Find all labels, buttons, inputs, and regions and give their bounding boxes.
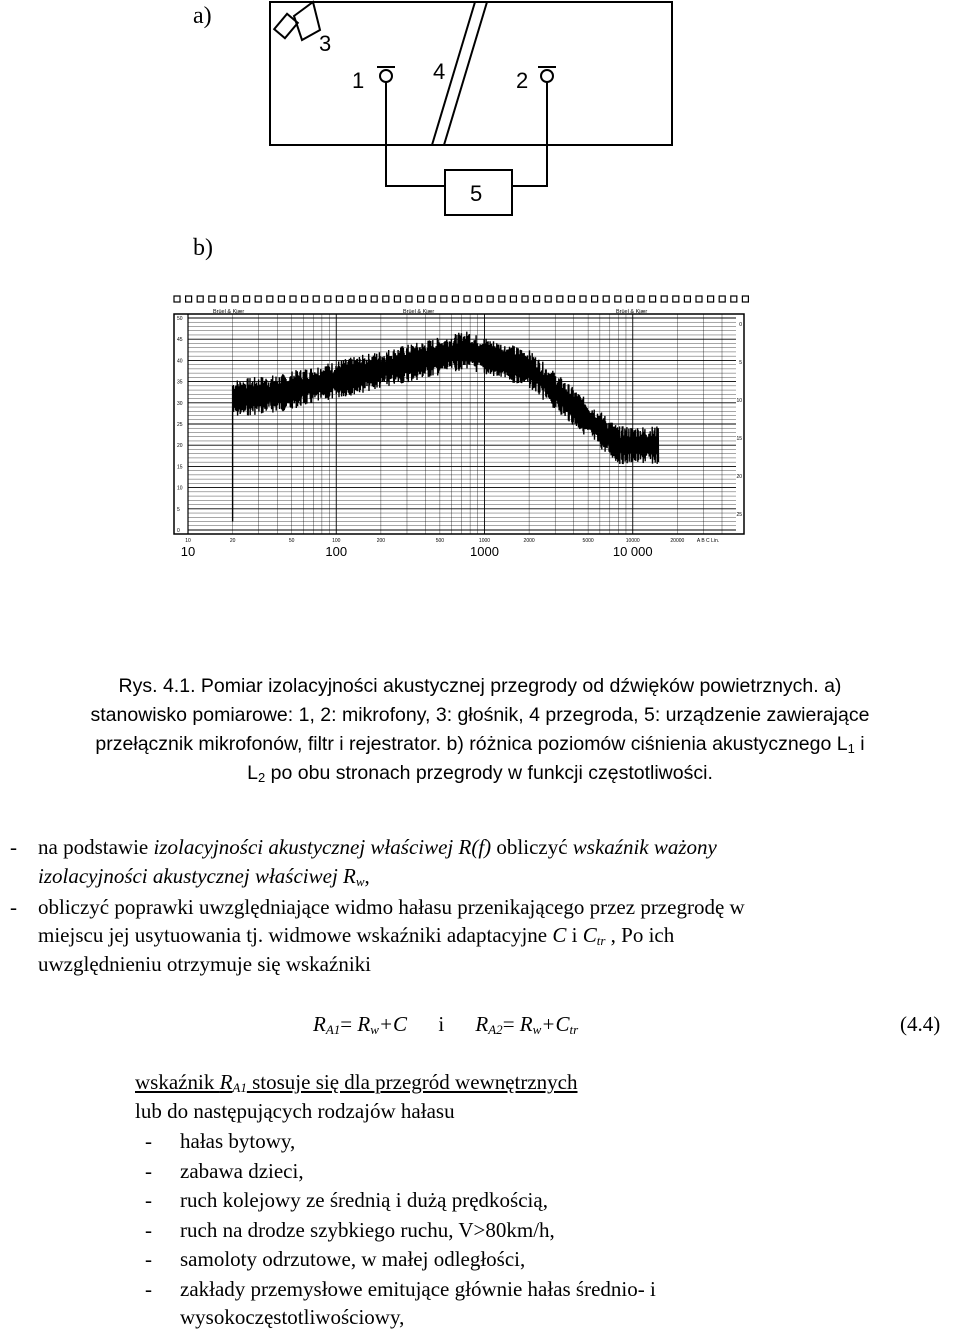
figure-label-b: b) [193,235,213,261]
x-big-tick-label: 10 000 [612,544,653,559]
x-small-tick-label: 50 [288,538,295,544]
y-tick-label: 20 [177,443,183,450]
perforation-hole [209,296,215,302]
perforation-hole [592,296,598,302]
list-dash: - [145,1276,152,1301]
list-item: samoloty odrzutowe, w małej odległości, [180,1247,526,1271]
perforation-hole [545,296,551,302]
wire-2 [512,82,547,186]
label-5: 5 [470,181,483,206]
room-outline [270,2,672,145]
x-big-tick-label: 10 [180,544,196,559]
y-tick-label: 15 [177,464,183,471]
list-item: zabawa dzieci, [180,1158,304,1183]
y-tick-labels [177,316,183,534]
perforation-hole [731,296,737,302]
caption-line-3: przełącznik mikrofonów, filtr i rejestrator. b) różnica poziomów ciśnienia akustycznego $L_1$ i [95,733,865,756]
x-small-tick-label: 20000 [670,538,685,544]
bullet-2-line-2: miejscu jej usytuowania tj. widmowe wskaźniki adaptacyjne C i $C_{tr}$ , Po ich [38,923,675,948]
y-tick-label: 25 [177,422,183,428]
perforation-hole [696,296,702,302]
perforation-hole [510,296,516,302]
perforation-hole [661,296,667,302]
bullet-1-line-1: na podstawie izolacyjności akustycznej właściwej R(f) obliczyć wskaźnik ważony [38,835,717,859]
y-tick-label: 45 [177,337,183,344]
y-tick-label: 50 [177,316,183,322]
figure-label-a: a) [193,3,212,29]
perforation-hole [232,296,238,302]
perforation-hole [429,296,435,302]
label-2: 2 [516,68,529,93]
perforation-strip [174,296,748,302]
label-1: 1 [352,68,365,93]
x-small-tick-label: 1000 [478,538,491,544]
perforation-hole [197,296,203,302]
y-tick-label: 0 [177,528,180,534]
list-dash: - [145,1217,152,1242]
y-tick-label: 30 [177,400,183,407]
x-small-tick-label: 5000 [582,538,594,544]
caption-line-1: Rys. 4.1. Pomiar izolacyjności akustycznej przegrody od dźwięków powietrznych. a) [118,675,842,697]
x-small-tick-label: 10000 [625,538,640,544]
x-big-tick-label: 100 [325,544,348,559]
list-dash: - [145,1129,152,1153]
equation-number: (4.4) [900,1012,941,1036]
bullet-dash-2: - [10,895,17,919]
perforation-hole [464,296,470,302]
perforation-hole [302,296,308,302]
perforation-hole [267,296,273,302]
perforation-hole [418,296,424,302]
perforation-hole [742,296,748,302]
list-dash: - [145,1188,152,1212]
perforation-hole [708,296,714,302]
figure-caption [0,672,960,788]
right-tick-label: 20 [736,474,742,480]
list-dash: - [145,1158,152,1183]
perforation-hole [336,296,342,302]
header-right: Brüel & Kjær [616,309,648,315]
list-item: hałas bytowy, [180,1129,296,1153]
perforation-hole [174,296,180,302]
perforation-hole [557,296,563,302]
x-small-tick-label: 20 [229,538,236,544]
perforation-hole [220,296,226,302]
perforation-hole [522,296,528,302]
right-tick-label: 15 [736,436,742,442]
perforation-hole [313,296,319,302]
perforation-hole [568,296,574,302]
bullet-2-line-1: obliczyć poprawki uwzględniające widmo hałasu przenikającego przez przegrodę w [38,895,745,919]
x-small-tick-label: 10 [185,538,191,544]
x-small-tick-label: 200 [376,538,386,544]
x-small-tick-label: 500 [435,538,445,544]
x-small-tick-label: 2000 [523,538,535,544]
perforation-hole [626,296,632,302]
right-tick-label: 25 [736,512,742,518]
caption-line-2: stanowisko pomiarowe: 1, 2: mikrofony, 3: głośnik, 4 przegroda, 5: urządzenie zawierające [90,704,870,726]
perforation-hole [441,296,447,302]
right-tick-labels [736,322,742,518]
perforation-hole [278,296,284,302]
right-tick-label: 5 [739,360,742,366]
caption-line-4: $L_2$ po obu stronach przegrody w funkcji częstotliwości. [247,762,713,785]
y-tick-label: 35 [177,379,183,386]
perforation-hole [371,296,377,302]
perforation-hole [684,296,690,302]
right-tick-label: 10 [736,398,742,404]
perforation-hole [615,296,621,302]
list-heading: wskaźnik $R_{A1}$ stosuje się dla przegród wewnętrznych [135,1070,578,1095]
perforation-hole [348,296,354,302]
perforation-hole [383,296,389,302]
perforation-hole [452,296,458,302]
label-3: 3 [319,31,332,56]
x-big-tick-labels [181,544,653,559]
list-item: zakłady przemysłowe emitujące głównie hałas średnio- i [180,1276,656,1301]
perforation-hole [244,296,250,302]
bullet-dash-1: - [10,835,17,859]
y-tick-label: 5 [177,506,180,513]
bullet-2-line-3: uwzględnieniu otrzymuje się wskaźniki [38,952,371,976]
perforation-hole [603,296,609,302]
perforation-hole [186,296,192,302]
header-left: Brüel & Kjær [213,309,245,315]
perforation-hole [360,296,366,302]
perforation-hole [255,296,261,302]
perforation-hole [406,296,412,302]
header-mid: Brüel & Kjær [403,309,435,315]
list-dash: - [145,1247,152,1271]
perforation-hole [534,296,540,302]
microphone-1-icon [377,67,395,82]
perforation-hole [499,296,505,302]
list-item: ruch kolejowy ze średnią i dużą prędkością, [180,1188,548,1212]
corner-label: A B C Lin. [696,538,720,544]
label-4: 4 [433,59,446,84]
perforation-hole [638,296,644,302]
level-recorder-chart [168,282,756,568]
perforation-hole [476,296,482,302]
x-big-tick-label: 1000 [470,544,499,559]
equation-4-4: $R_{A1}= R_w+C$ i $R_{A2}= R_w+C_{tr}$ [313,1012,579,1037]
measurement-setup-diagram [0,0,960,220]
perforation-hole [673,296,679,302]
perforation-hole [290,296,296,302]
perforation-hole [719,296,725,302]
loudspeaker-icon [274,2,320,40]
list-item: ruch na drodze szybkiego ruchu, V>80km/h, [180,1217,555,1242]
perforation-hole [580,296,586,302]
y-tick-label: 10 [177,485,183,492]
x-small-tick-label: 100 [332,538,341,544]
list-intro: lub do następujących rodzajów hałasu [135,1099,455,1123]
perforation-hole [487,296,493,302]
y-tick-label: 40 [177,358,183,365]
microphone-2-icon [538,67,556,82]
bullet-1-line-2: izolacyjności akustycznej właściwej $R_w$, [38,864,370,889]
perforation-hole [650,296,656,302]
perforation-hole [394,296,400,302]
perforation-hole [325,296,331,302]
right-tick-label: 0 [739,322,742,328]
list-item-continuation: wysokoczęstotliwościowy, [180,1305,405,1329]
